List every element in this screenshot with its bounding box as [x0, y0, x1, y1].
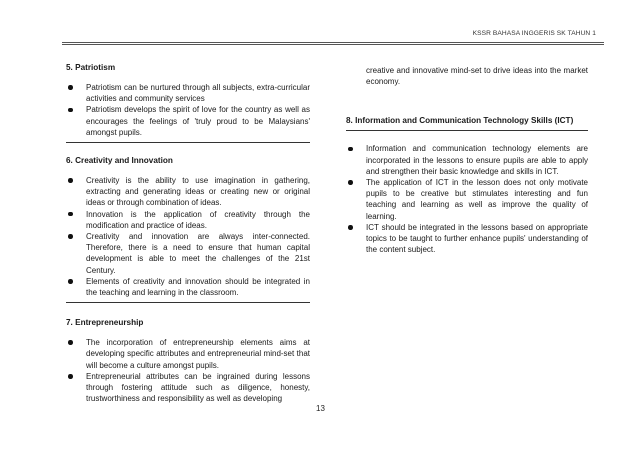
- list-item: The application of ICT in the lesson does not only motivate pupils to be creative but stimulates interesting and fun teaching and learning as well as improve the quality of learning.: [346, 177, 588, 222]
- section-creativity: [66, 155, 310, 303]
- list-item: Creativity is the ability to use imagination in gathering, extracting and generating ideas or creating new or original ideas or through combination of ideas.: [66, 175, 310, 209]
- bullet-list: [66, 337, 310, 404]
- list-item: The incorporation of entrepreneurship elements aims at developing specific attributes and entrepreneurial mind-set that will become a culture amongst pupils.: [66, 337, 310, 371]
- left-column: [66, 62, 310, 404]
- section-heading: 7. Entrepreneurship: [66, 318, 144, 328]
- section-patriotism: [66, 62, 310, 143]
- running-header: KSSR BAHASA INGGERIS SK TAHUN 1: [472, 30, 596, 37]
- section-heading: 5. Patriotism: [66, 63, 116, 72]
- header-rule: [62, 42, 604, 45]
- page-number: 13: [316, 404, 325, 413]
- bullet-list: [346, 143, 588, 255]
- section-divider: [66, 302, 310, 303]
- list-item: Creativity and innovation are always inter-connected. Therefore, there is a need to ensure that human capital development is able to meet the challenges of the 21st Century.: [66, 231, 310, 276]
- section-entrepreneurship: [66, 317, 310, 404]
- list-item: Entrepreneurial attributes can be ingrained during lessons through fostering attitude such as diligence, honesty, trustworthiness and responsibility as well as developing: [66, 371, 310, 405]
- list-item: Innovation is the application of creativity through the modification and practice of ideas.: [66, 209, 310, 231]
- list-item: Elements of creativity and innovation should be integrated in the teaching and learning in the classroom.: [66, 276, 310, 298]
- bullet-list: [66, 82, 310, 138]
- section-heading: 6. Creativity and Innovation: [66, 156, 173, 166]
- list-item: Patriotism can be nurtured through all subjects, extra-curricular activities and community services: [66, 82, 310, 104]
- right-column: [346, 65, 588, 255]
- section-divider: [66, 142, 310, 143]
- list-item: Information and communication technology elements are incorporated in the lessons to ensure pupils are able to apply and strengthen their basic knowledge and skills in ICT.: [346, 143, 588, 177]
- list-item: Patriotism develops the spirit of love for the country as well as encourages the feelings of 'truly proud to be Malaysians' amongst pupils.: [66, 104, 310, 138]
- section-heading: 8. Information and Communication Technology Skills (ICT): [346, 116, 574, 126]
- continued-paragraph: creative and innovative mind-set to drive ideas into the market economy.: [366, 66, 588, 87]
- section-ict: [346, 115, 588, 255]
- bullet-list: [66, 175, 310, 298]
- list-item: ICT should be integrated in the lessons based on appropriate topics to be taught to further enhance pupils' understanding of the content subject.: [346, 222, 588, 256]
